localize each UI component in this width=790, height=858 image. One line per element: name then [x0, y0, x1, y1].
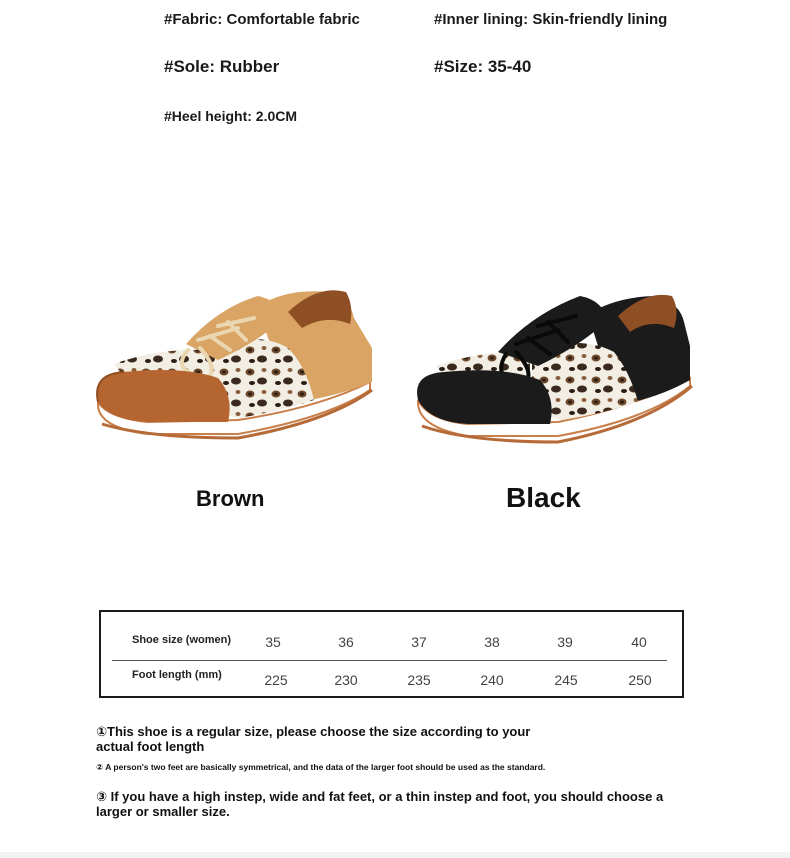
size-note-2: ② A person's two feet are basically symmetrical, and the data of the larger foot should be used as the standard. — [96, 762, 546, 772]
size-chart — [99, 610, 684, 698]
length-cell: 225 — [264, 672, 288, 688]
black-sneaker-image[interactable] — [408, 286, 700, 456]
spec-sole: #Sole: Rubber — [164, 57, 280, 76]
size-note-1: ①This shoe is a regular size, please choose the size according to your actual foot length — [96, 724, 531, 754]
size-chart-divider — [112, 660, 667, 661]
size-row-label: Shoe size (women) — [132, 634, 232, 646]
size-cell: 35 — [265, 634, 281, 650]
size-cell: 39 — [557, 634, 573, 650]
brown-sneaker-image[interactable] — [88, 278, 380, 448]
length-cell: 240 — [480, 672, 504, 688]
spec-heel-height: #Heel height: 2.0CM — [164, 108, 298, 124]
length-cell: 230 — [334, 672, 358, 688]
length-row-label: Foot length (mm) — [132, 669, 222, 681]
color-label-black[interactable]: Black — [506, 482, 581, 513]
length-cell: 235 — [407, 672, 431, 688]
spec-size: #Size: 35-40 — [434, 57, 532, 76]
size-cell: 38 — [484, 634, 500, 650]
size-cell: 37 — [411, 634, 427, 650]
size-cell: 40 — [631, 634, 647, 650]
spec-fabric: #Fabric: Comfortable fabric — [164, 11, 360, 28]
length-cell: 250 — [628, 672, 652, 688]
length-cell: 245 — [554, 672, 578, 688]
spec-inner-lining: #Inner lining: Skin-friendly lining — [434, 11, 668, 28]
size-note-3: ③ If you have a high instep, wide and fat feet, or a thin instep and foot, you should choose a larger or smaller size. — [96, 789, 664, 819]
color-label-brown[interactable]: Brown — [196, 486, 265, 511]
size-cell: 36 — [338, 634, 354, 650]
bottom-divider — [0, 852, 790, 858]
